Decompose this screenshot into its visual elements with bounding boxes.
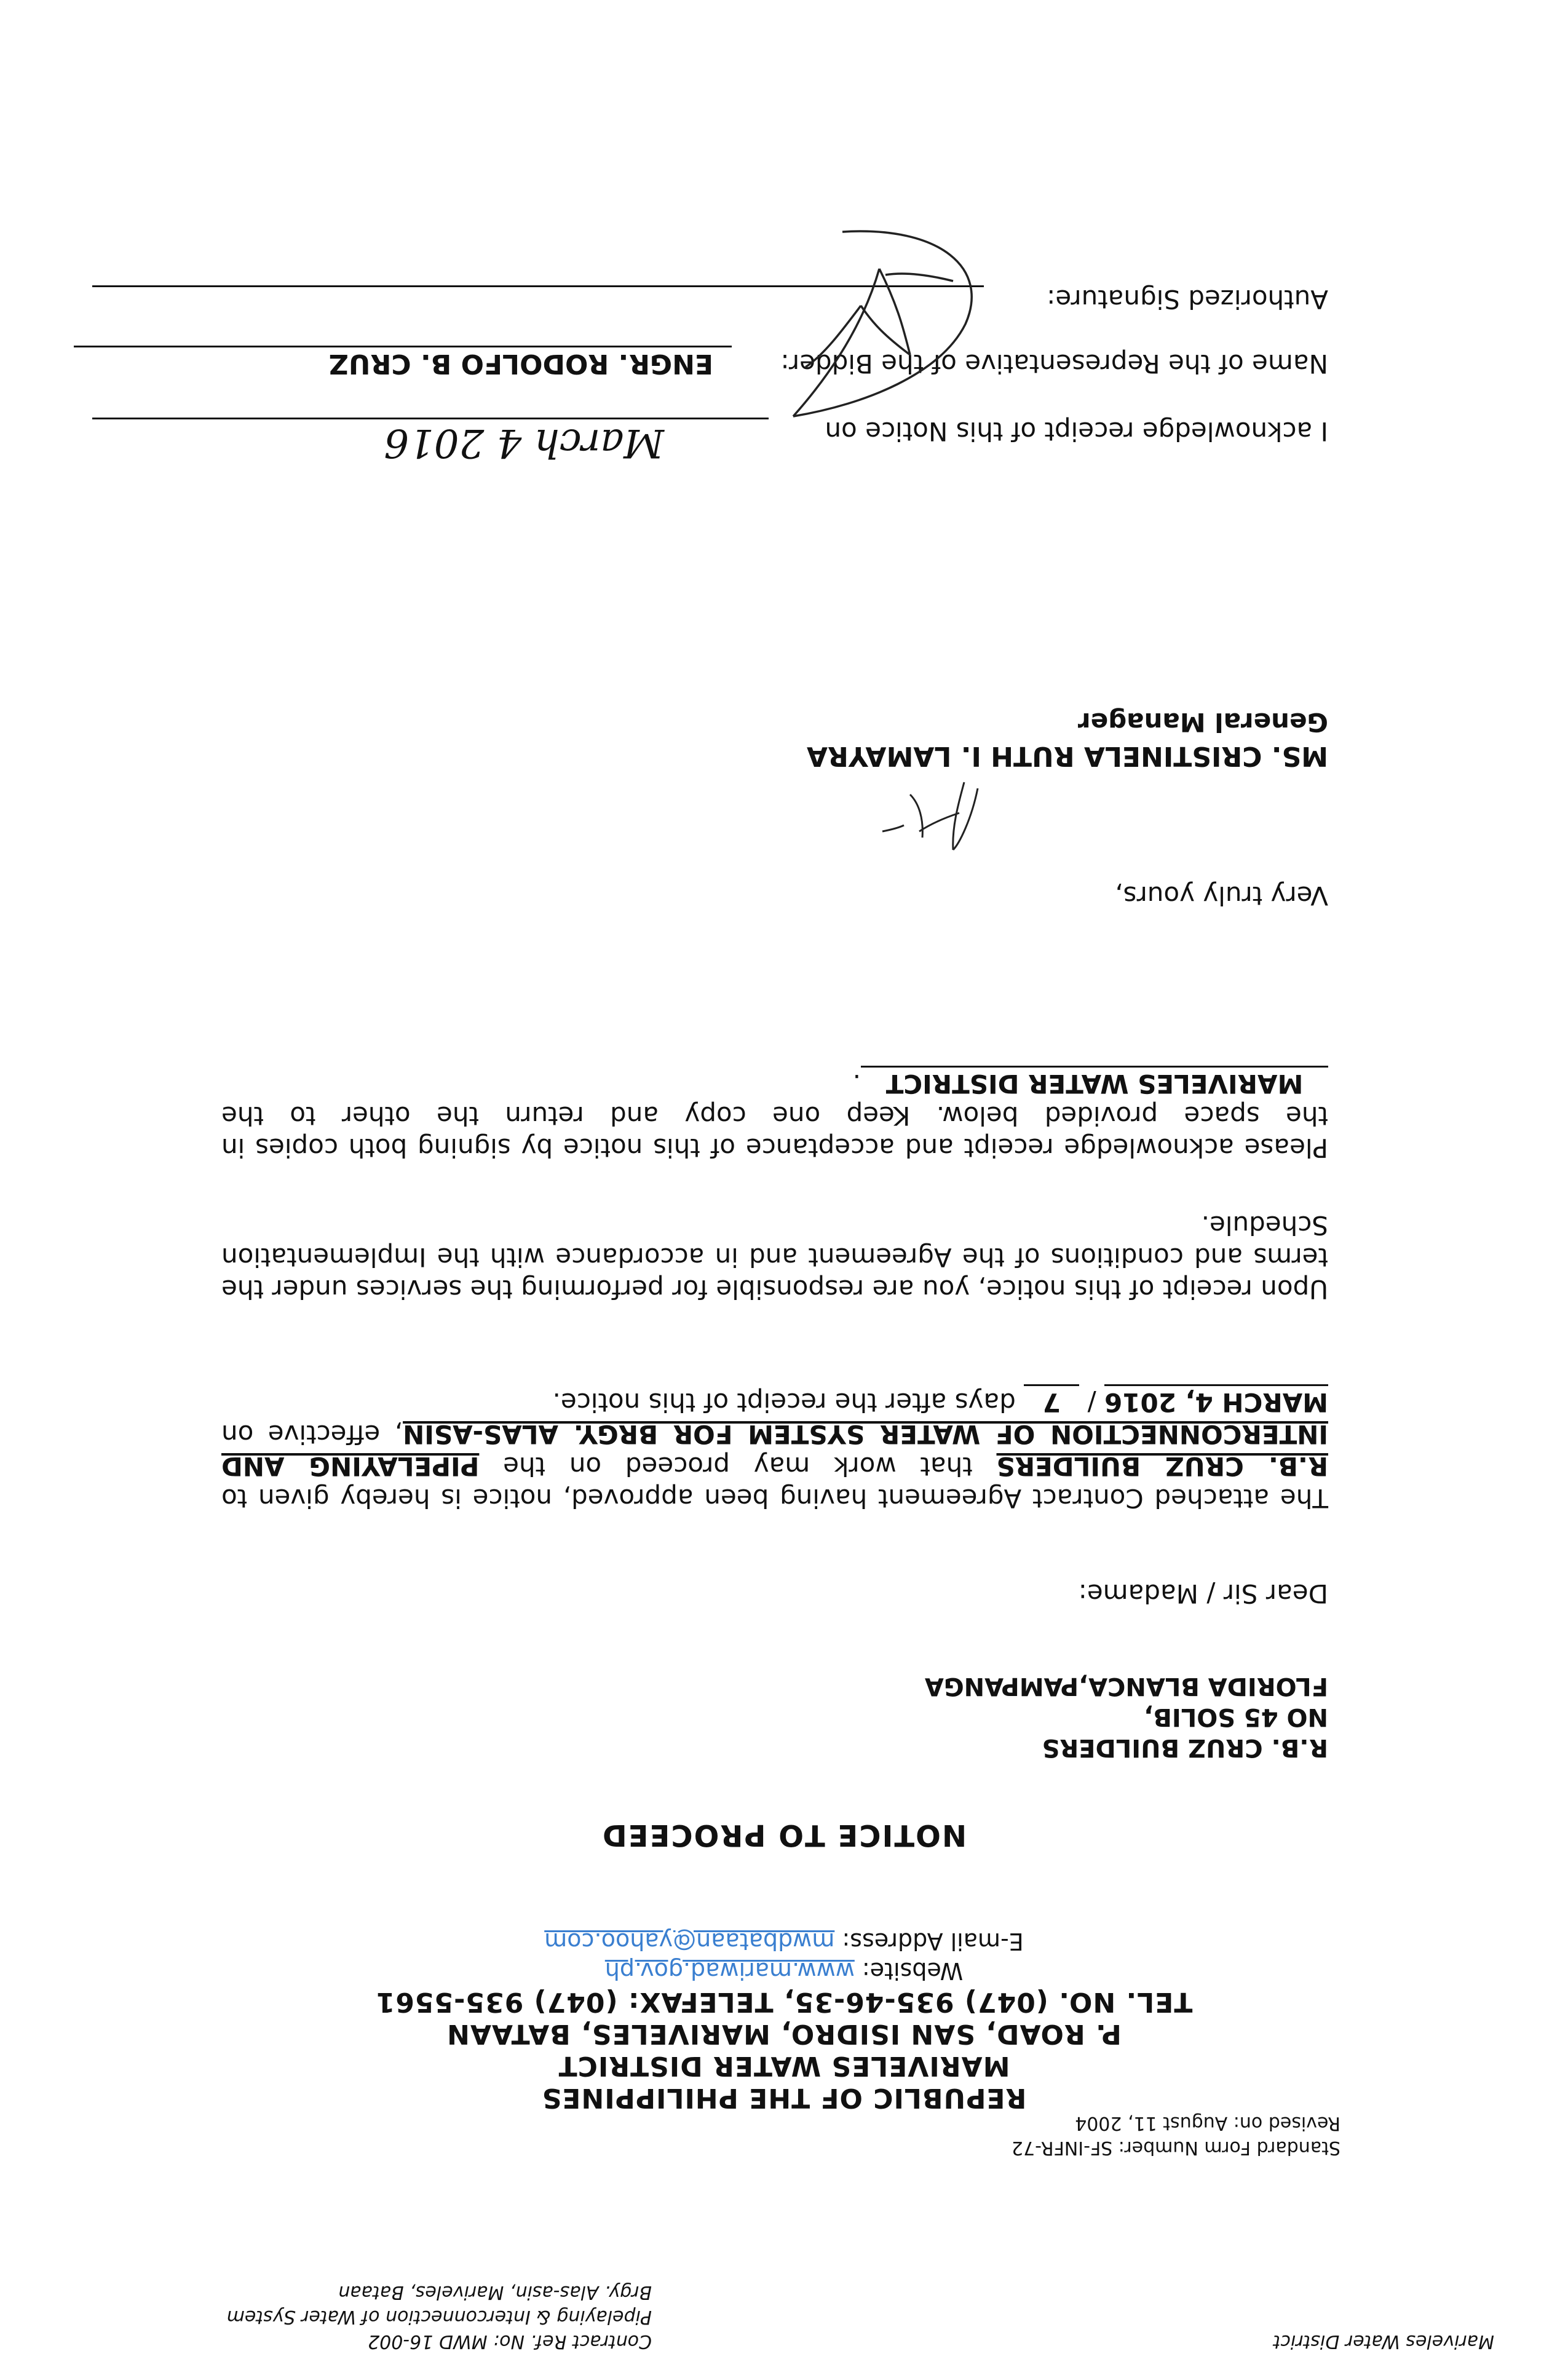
project-name: PIPELAYING AND INTERCONNECTION OF WATER SYSTEM FOR BRGY. ALAS-ASIN <box>221 1419 1328 1481</box>
document-title: NOTICE TO PROCEED <box>601 1818 967 1852</box>
p1-text-4: days after the receipt of this notice. <box>552 1387 1016 1417</box>
signatory-name: MS. CRISTINELA RUTH I. LAMAYRA <box>806 740 1328 772</box>
website-label: Website: <box>861 1957 964 1984</box>
closing: Very truly yours, <box>1115 881 1328 911</box>
representative-label: Name of the Representative of the Bidder: <box>780 349 1328 379</box>
email-row <box>0 1927 1568 1956</box>
letterhead <box>0 1927 1568 2114</box>
effective-date: MARCH 4, 2016 <box>1104 1384 1328 1418</box>
p1-text-3: , effective on <box>221 1419 403 1449</box>
receipt-date-line <box>92 418 769 419</box>
recipient-address-1: NO 45 SOLIB, <box>1144 1703 1328 1731</box>
website-link[interactable]: www.mariwad.gov.ph <box>604 1957 855 1984</box>
org-name: MARIVELES WATER DISTRICT <box>861 1066 1328 1100</box>
paragraph-acknowledge <box>221 1066 1328 1163</box>
signatory-block <box>467 705 1328 773</box>
representative-name: ENGR. RODOLFO B. CRUZ <box>74 346 732 379</box>
manager-initial-signature <box>873 770 996 862</box>
contract-ref: Contract Ref. No: MWD 16-002 <box>368 2331 652 2352</box>
recipient-name: R.B. CRUZ BUILDERS <box>1042 1734 1328 1762</box>
representative-signature <box>769 220 1027 429</box>
form-number: Standard Form Number: SF-INFR-72 <box>1011 2137 1340 2158</box>
recipient-block <box>467 1671 1328 1763</box>
p3-text-1: Please acknowledge receipt and acceptance of this notice by signing both copies in the space provided below. Keep one copy and return the other to the <box>221 1101 1328 1163</box>
receipt-label: I acknowledge receipt of this Notice on <box>825 416 1328 446</box>
paragraph-responsibility: Upon receipt of this notice, you are responsible for performing the services under the terms and conditions of the Agreement and in accordance with the Implementation Schedule. <box>221 1210 1328 1304</box>
p1-text-1: The attached Contract Agreement having been approved, notice is hereby given to <box>221 1483 1328 1513</box>
letterhead-country: REPUBLIC OF THE PHILIPPINES <box>541 2082 1027 2114</box>
project-line-1: Pipelaying & Interconnection of Water System <box>226 2306 652 2328</box>
header-left: Mariveles Water District <box>1273 2331 1494 2352</box>
email-label: E-mail Address: <box>842 1928 1024 1955</box>
website-row <box>0 1956 1568 1986</box>
revised-date: Revised on: August 11, 2004 <box>1075 2112 1340 2134</box>
salutation: Dear Sir / Madame: <box>1078 1579 1328 1609</box>
recipient-address-2: FLORIDA BLANCA,PAMPANGA <box>924 1672 1328 1700</box>
email-link[interactable]: mwdbataan@yahoo.com <box>544 1928 835 1955</box>
p1-text-2: that work may proceed on the <box>503 1451 973 1481</box>
letterhead-phone: TEL. NO. (047) 935-46-35, TELEFAX: (047) 935-5561 <box>375 1986 1193 2018</box>
paragraph-proceed <box>221 1384 1328 1514</box>
letterhead-org: MARIVELES WATER DISTRICT <box>558 2050 1010 2082</box>
signature-label: Authorized Signature: <box>1047 284 1328 314</box>
form-info <box>787 2110 1340 2160</box>
days-count: 7 <box>1024 1384 1079 1418</box>
signatory-title: General Manager <box>1077 707 1328 737</box>
contract-info <box>37 2280 652 2353</box>
letterhead-address: P. ROAD, SAN ISIDRO, MARIVELES, BATAAN <box>446 2018 1122 2050</box>
receipt-date-handwritten: March 4 2016 <box>384 420 664 466</box>
p3-text-2: . <box>852 1069 861 1099</box>
date-slash: / <box>1087 1387 1096 1417</box>
project-line-2: Brgy. Alas-asin, Mariveles, Bataan <box>338 2281 652 2303</box>
contractor-name: R.B. CRUZ BUILDERS <box>996 1451 1328 1481</box>
